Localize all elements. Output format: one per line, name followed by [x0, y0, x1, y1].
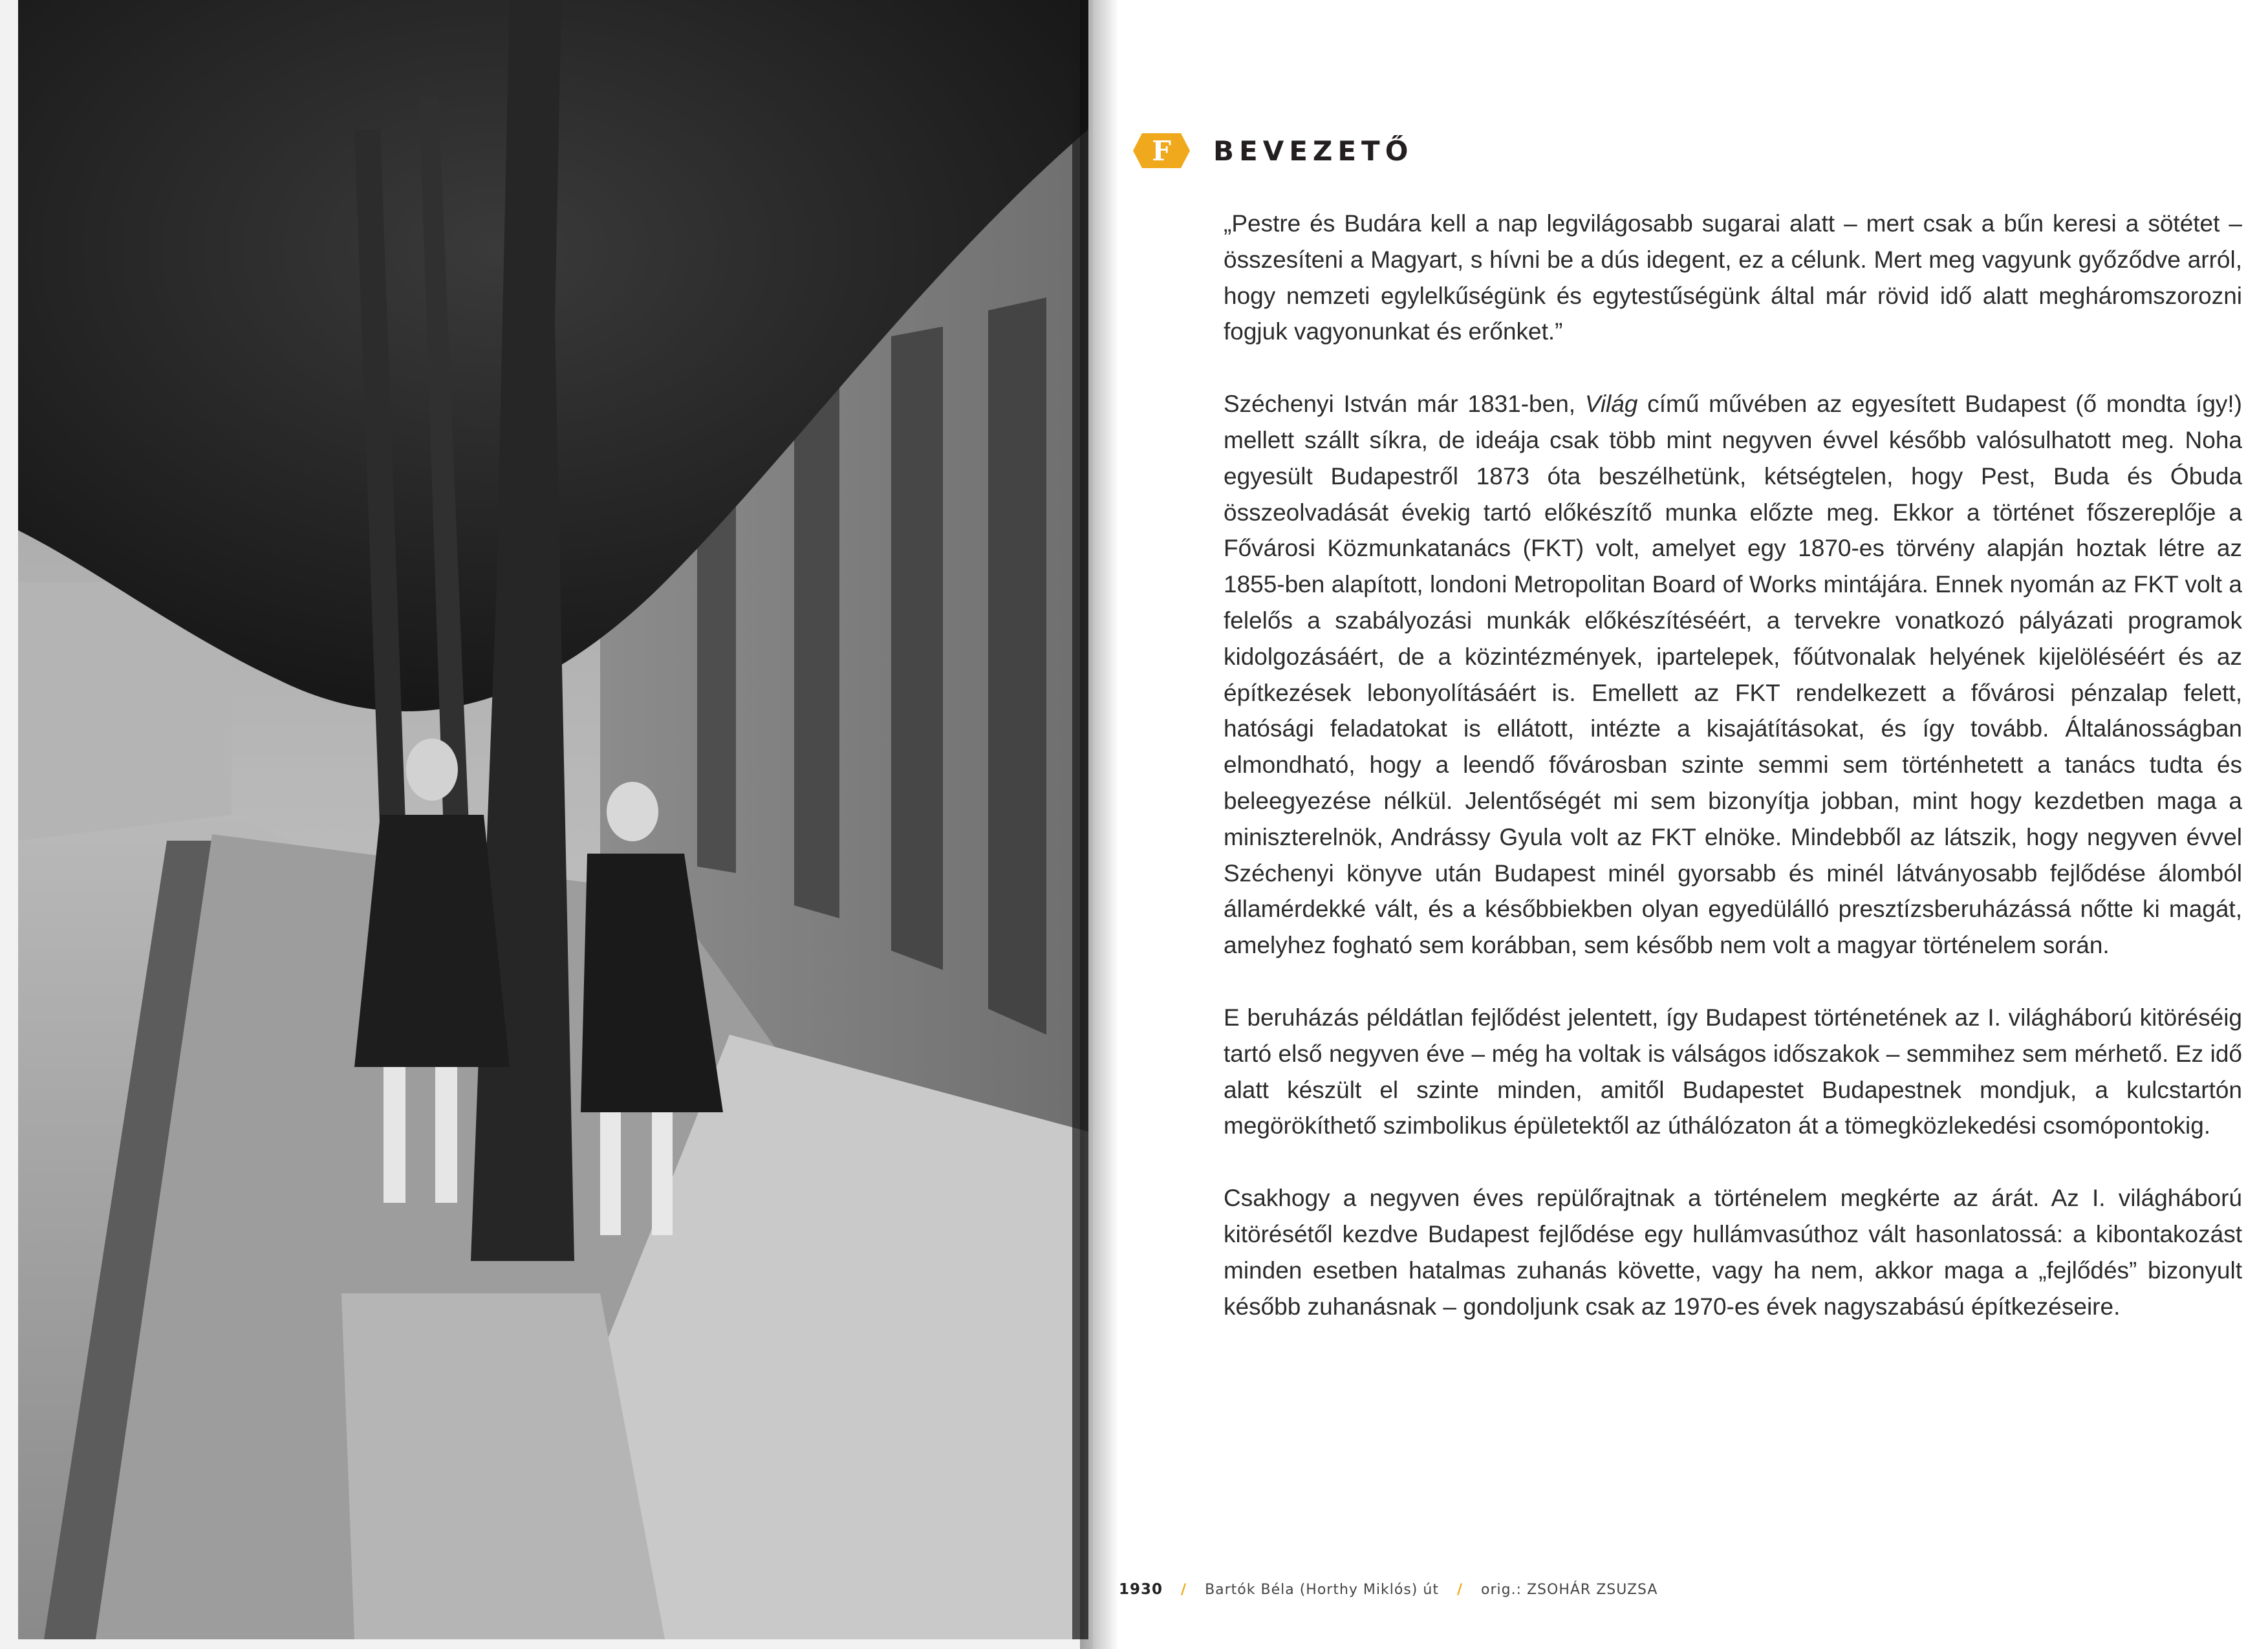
- photo-caption: [1119, 1577, 2268, 1602]
- body-text: [1224, 206, 2242, 1361]
- section-title: BEVEZETŐ: [1213, 135, 1414, 167]
- caption-year: 1930: [1119, 1581, 1163, 1598]
- caption-separator: /: [1456, 1581, 1463, 1598]
- badge-letter: F: [1152, 135, 1171, 167]
- paragraph-text: című művében az egyesített Budapest (ő mondta így!) mellett szállt síkra, de ideája csak több mint negyven évvel később valósulhatott meg. Noha egyesült Budapestről 1873 óta beszélhetünk, kétségtelen, hogy Pest, Buda és Óbuda összeolvadását évekig tartó előkészítő munka előzte meg. Ekkor a történet főszereplője a Fővárosi Közmunkatanács (FKT) volt, amelyet egy 1870-es törvény alapján hoztak létre az 1855-ben alapított, londoni Metropolitan Board of Works mintájára. Ennek nyomán az FKT volt a felelős a szabályozási munkák előkészítéséért, a tervekre vonatkozó pályázati programok kidolgozásáért, de a közintézmények, ipartelepek, főútvonalak helyének kijelöléséért és az építkezések lebonyolításáért is. Emellett az FKT rendelkezett a fővárosi pénzalap felett, hatósági feladatokat is ellátott, intézte a kisajátításokat, és így tovább. Általánosságban elmondható, hogy a leendő fővárosban szinte semmi sem történhetett a tanács tudta és beleegyezése nélkül. Jelentőségét mi sem bizonyítja jobban, mint hogy kezdetben maga a miniszterelnök, Andrássy Gyula volt az FKT elnöke. Mindebből az látszik, hogy negyven évvel Széchenyi könyve után Budapest minél gyorsabb és minél látványosabb fejlődése álomból államérdekké vált, és a későbbiekben olyan egyedülálló presztízsberuházássá nőtte ki magát, amelyhez fogható sem korábban, sem később nem volt a magyar történelem során.: [1224, 391, 2242, 959]
- paragraph-rollercoaster: Csakhogy a negyven éves repülőrajtnak a történelem megkérte az árát. Az I. világháború kitörésétől kezdve Budapest fejlődése egy hullámvasúthoz vált hasonlatossá: a kibontakozást minden esetben hatalmas zuhanás követte, vagy ha nem, akkor maga a „fejlődés” bizonyult később zuhanásnak – gondoljunk csak az 1970-es évek nagyszabású építkezéseire.: [1224, 1185, 2242, 1320]
- paragraph-szechenyi: [1224, 386, 2242, 964]
- paragraph-text: Széchenyi István már 1831-ben,: [1224, 391, 1585, 418]
- book-title: Világ: [1584, 391, 1638, 418]
- photo-page: [0, 0, 1093, 1649]
- paragraph-quote: „Pestre és Budára kell a nap legvilágosabb sugarai alatt – mert csak a bűn keresi a sötétet – összesíteni a Magyart, s hívni be a dús idegent, ez a célunk. Mert meg vagyunk győződve arról, hogy nemzeti egylelkűségünk és egytestűségünk által már rövid idő alatt megháromszorozni fogjuk vagyonunkat és erőnket.”: [1224, 210, 2242, 345]
- caption-credit: orig.: ZSOHÁR ZSUZSA: [1481, 1581, 1658, 1598]
- text-page: [1119, 0, 2268, 1649]
- paragraph-development: E beruházás példátlan fejlődést jelentett, így Budapest történetének az I. világháború kitöréséig tartó első negyven éve – még ha voltak is válságos időszakok – semmihez sem mérhető. Ez idő alatt készült el szinte minden, amitől Budapestet Budapestnek mondjuk, a kulcstartón megörökíthető szimbolikus épületektől az úthálózaton át a tömegközlekedési csomópontokig.: [1224, 1004, 2242, 1139]
- chapter-badge-icon: [1132, 131, 1191, 171]
- section-heading: [1132, 128, 1413, 173]
- caption-location: Bartók Béla (Horthy Miklós) út: [1205, 1581, 1439, 1598]
- historical-photograph: [18, 0, 1088, 1639]
- caption-separator: /: [1181, 1581, 1187, 1598]
